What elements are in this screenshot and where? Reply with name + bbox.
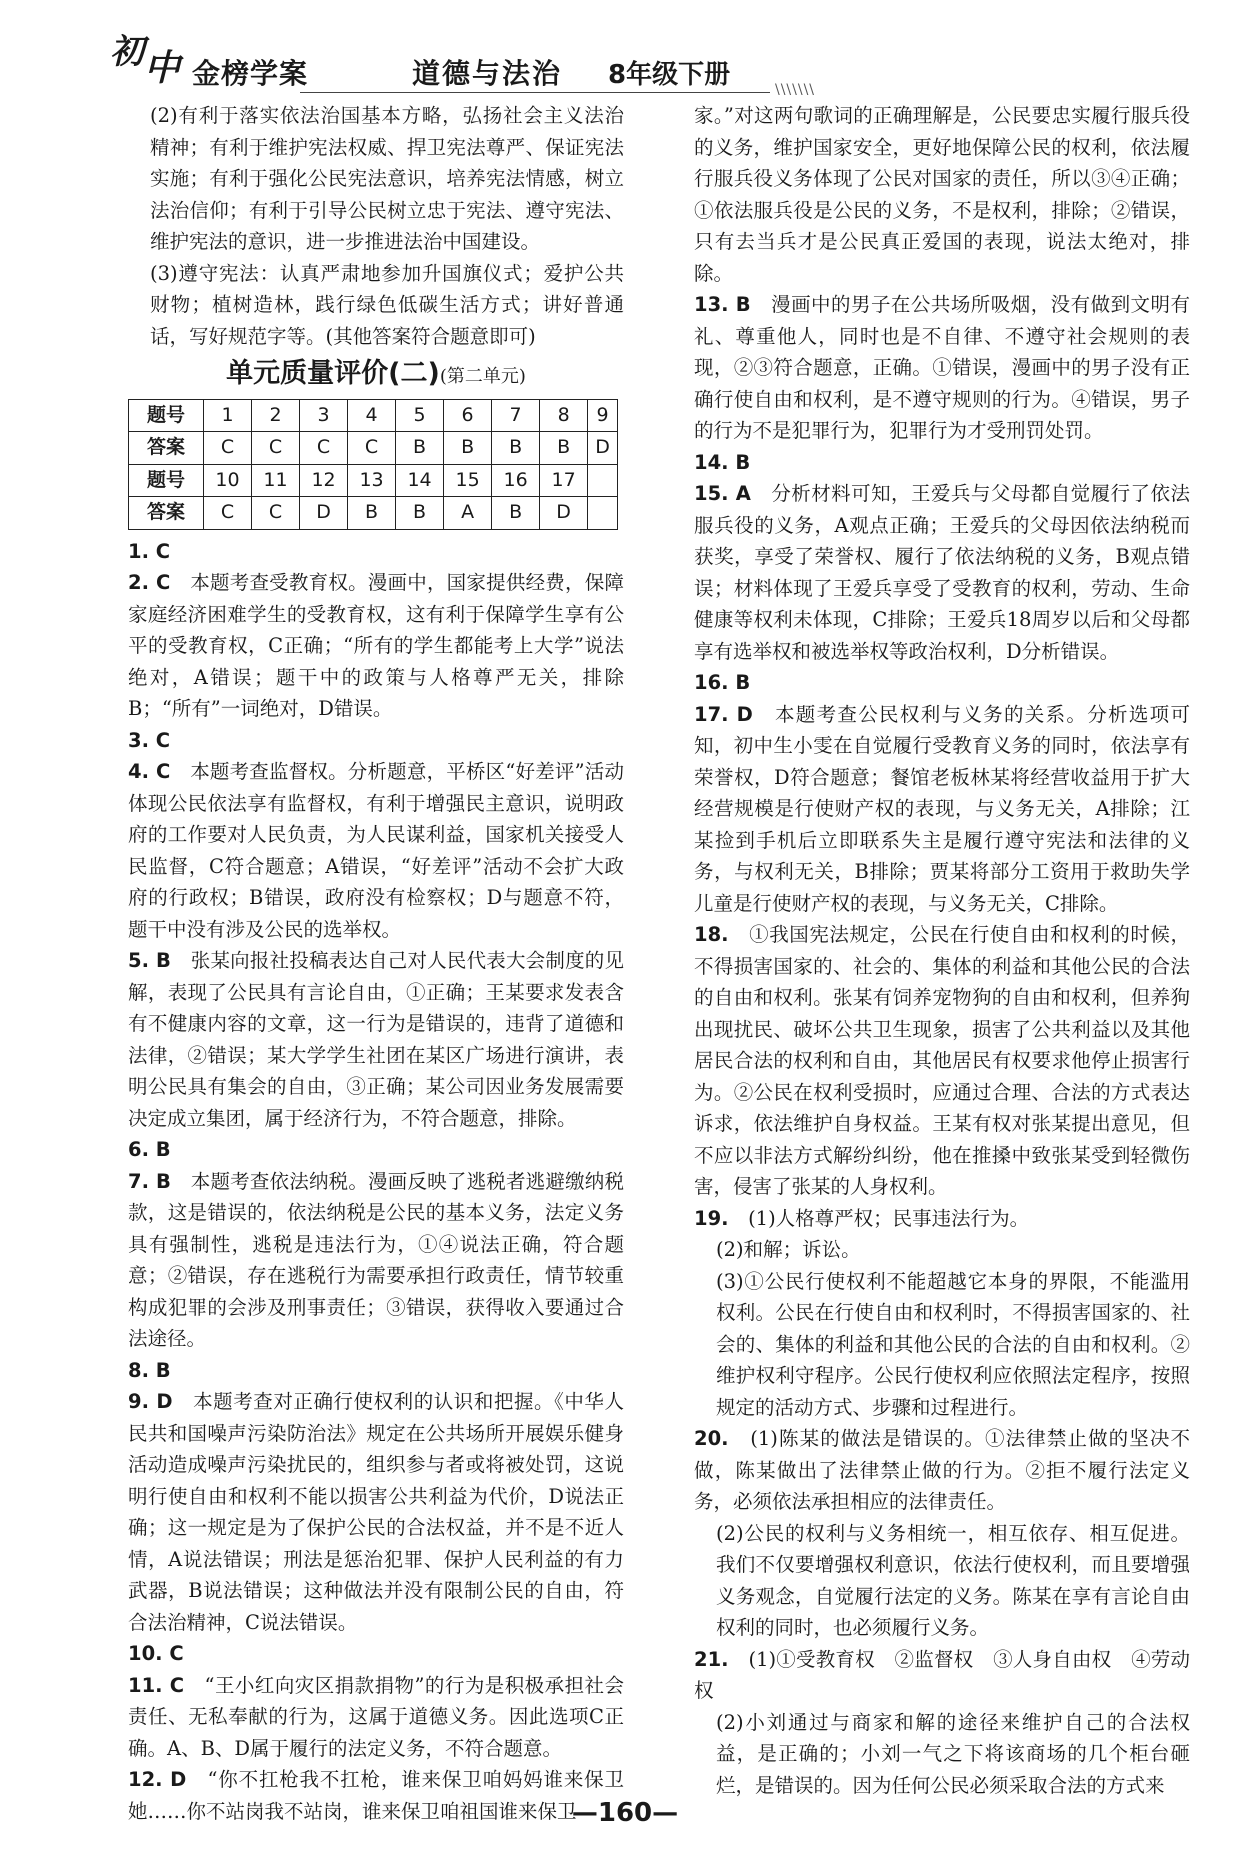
question-number: 21. — [694, 1647, 729, 1671]
table-cell: C — [348, 432, 396, 465]
question-number: 12. D — [128, 1768, 187, 1791]
answer-item — [128, 1355, 624, 1387]
question-number: 5. B — [128, 949, 171, 972]
answer-text: 本题考查受教育权。漫画中，国家提供经费，保障家庭经济困难学生的受教育权，这有利于保障学生享有公平的受教育权，C正确；“所有的学生都能考上大学”说法绝对，A错误；题干中的政策与人格尊严无关，排除B；“所有”一词绝对，D错误。 — [128, 571, 624, 720]
table-cell: B — [348, 497, 396, 530]
question-number: 8. B — [128, 1358, 171, 1382]
answer-item — [128, 1166, 624, 1355]
answer-item — [128, 536, 624, 568]
answer-item — [694, 699, 1190, 920]
table-row — [129, 464, 618, 497]
table-cell: 10 — [204, 464, 252, 497]
table-cell: B — [396, 432, 444, 465]
answer-paragraph: (3)遵守宪法：认真严肃地参加升国旗仪式；爱护公共财物；植树造林，践行绿色低碳生活方式；讲好普通话，写好规范字等。(其他答案符合题意即可) — [150, 261, 624, 348]
header-decoration: \\\\\\\ — [775, 82, 816, 98]
answer-item — [128, 725, 624, 757]
answer-item — [128, 1638, 624, 1670]
answer-text: (3)①公民行使权利不能超越它本身的界限，不能滥用权利。公民在行使自由和权利时，不得损害国家的、社会的、集体的利益和其他公民的合法的自由和权利。②维护权利守程序。公民行使权利应依照法定程序，按照规定的活动方式、步骤和过程进行。 — [716, 1269, 1190, 1419]
left-answer-list — [128, 536, 624, 1828]
answer-text: 漫画中的男子在公共场所吸烟，没有做到文明有礼、尊重他人，同时也是不自律、不遵守社会规则的表现，②③符合题意，正确。①错误，漫画中的男子没有正确行使自由和权利，是不遵守规则的行为。④错误，男子的行为不是犯罪行为，犯罪行为才受刑罚处罚。 — [694, 293, 1190, 442]
page-number: —160— — [571, 1798, 679, 1828]
answer-item — [694, 100, 1190, 289]
table-cell: B — [396, 497, 444, 530]
question-number: 7. B — [128, 1169, 171, 1193]
table-header-cell: 题号 — [129, 464, 204, 497]
table-row — [129, 399, 618, 432]
table-cell: 8 — [540, 399, 588, 432]
table-cell: D — [588, 432, 618, 465]
answer-item — [694, 289, 1190, 447]
answer-text: 家。”对这两句歌词的正确理解是，公民要忠实履行服兵役的义务，维护国家安全，更好地保障公民的权利，依法履行服兵役义务体现了公民对国家的责任，所以③④正确；①依法服兵役是公民的义务，不是权利，排除；②错误，只有去当兵才是公民真正爱国的表现，说法太绝对，排除。 — [694, 104, 1190, 285]
table-cell: C — [204, 432, 252, 465]
table-cell: D — [300, 497, 348, 530]
table-cell: B — [492, 432, 540, 465]
logo-chu: 初 — [110, 32, 144, 72]
table-cell — [588, 497, 618, 530]
answer-text: 张某向报社投稿表达自己对人民代表大会制度的见解，表现了公民具有言论自由，①正确；王某要求发表含有不健康内容的文章，这一行为是错误的，违背了道德和法律，②错误；某大学学生社团在某区广场进行演讲，表明公民具有集会的自由，③正确；某公司因业务发展需要决定成立集团，属于经济行为，不符合题意，排除。 — [128, 949, 624, 1130]
table-cell: 11 — [252, 464, 300, 497]
answer-item — [694, 1203, 1190, 1235]
table-cell: 15 — [444, 464, 492, 497]
table-cell: C — [252, 432, 300, 465]
question-number: 1. C — [128, 539, 171, 563]
answer-item — [694, 1234, 1190, 1266]
answer-item — [694, 478, 1190, 667]
table-cell: 3 — [300, 399, 348, 432]
left-column — [128, 100, 624, 1827]
answer-text: (1)人格尊严权；民事违法行为。 — [748, 1206, 1030, 1230]
table-cell: 17 — [540, 464, 588, 497]
right-column — [694, 100, 1190, 1801]
table-cell: 7 — [492, 399, 540, 432]
book-series-title: 金榜学案 — [192, 57, 309, 90]
answer-text: (2)小刘通过与商家和解的途径来维护自己的合法权益，是正确的；小刘一气之下将该商场的几个柜台砸烂，是错误的。因为任何公民必须采取合法的方式来 — [716, 1710, 1190, 1797]
question-number: 6. B — [128, 1138, 171, 1161]
table-cell: C — [300, 432, 348, 465]
answer-text: (2)公民的权利与义务相统一，相互依存、相互促进。我们不仅要增强权利意识，依法行使权利，而且要增强义务观念，自觉履行法定的义务。陈某在享有言论自由权利的同时，也必须履行义务。 — [716, 1521, 1190, 1639]
answer-text: 本题考查监督权。分析题意，平桥区“好差评”活动体现公民依法享有监督权，有利于增强民主意识，说明政府的工作要对人民负责，为人民谋利益，国家机关接受人民监督，C符合题意；A错误，“好差评”活动不会扩大政府的行政权；B错误，政府没有检察权；D与题意不符，题干中没有涉及公民的选举权。 — [128, 760, 624, 941]
answer-text: “王小红向灾区捐款捐物”的行为是积极承担社会责任、无私奉献的行为，这属于道德义务。因此选项C正确。A、B、D属于履行的法定义务，不符合题意。 — [128, 1673, 624, 1760]
logo-zhong: 中 — [144, 47, 181, 89]
answer-text: “你不扛枪我不扛枪，谁来保卫咱妈妈谁来保卫她……你不站岗我不站岗，谁来保卫咱祖国谁来保卫 — [128, 1768, 624, 1823]
table-cell: 1 — [204, 399, 252, 432]
question-number: 16. B — [694, 671, 751, 694]
table-cell: 12 — [300, 464, 348, 497]
answer-item — [694, 1707, 1190, 1802]
question-number: 14. B — [694, 450, 751, 474]
table-cell: A — [444, 497, 492, 530]
table-cell: D — [540, 497, 588, 530]
table-cell: 16 — [492, 464, 540, 497]
answer-item — [128, 1386, 624, 1638]
table-cell: C — [252, 497, 300, 530]
table-cell: 2 — [252, 399, 300, 432]
subject-title: 道德与法治 — [412, 57, 563, 90]
answer-item — [128, 756, 624, 945]
table-header-cell: 答案 — [129, 432, 204, 465]
answer-item — [694, 1423, 1190, 1518]
question-number: 3. C — [128, 728, 171, 752]
question-number: 9. D — [128, 1390, 173, 1413]
table-cell: B — [492, 497, 540, 530]
table-cell: 9 — [588, 399, 618, 432]
table-row — [129, 497, 618, 530]
table-cell: C — [204, 497, 252, 530]
answer-text: (1)①受教育权 ②监督权 ③人身自由权 ④劳动权 — [694, 1647, 1190, 1702]
question-number: 20. — [694, 1427, 729, 1450]
question-number: 2. C — [128, 571, 171, 594]
question-number: 4. C — [128, 760, 171, 783]
table-cell: 6 — [444, 399, 492, 432]
grade-label: 8年级下册 — [608, 60, 731, 90]
unit-title — [128, 358, 624, 393]
table-cell: 14 — [396, 464, 444, 497]
table-cell: 5 — [396, 399, 444, 432]
answer-item — [694, 1518, 1190, 1644]
answer-item — [694, 919, 1190, 1203]
table-cell: 13 — [348, 464, 396, 497]
answer-item — [694, 1266, 1190, 1424]
table-cell — [588, 464, 618, 497]
answer-item — [694, 1644, 1190, 1707]
answer-item — [694, 447, 1190, 479]
question-number: 11. C — [128, 1673, 185, 1697]
table-cell: B — [540, 432, 588, 465]
answer-item — [128, 945, 624, 1134]
unit-title-main: 单元质量评价(二) — [226, 358, 440, 389]
question-number: 13. B — [694, 293, 751, 316]
answer-item — [694, 667, 1190, 699]
question-number: 18. — [694, 923, 729, 946]
question-number: 17. D — [694, 702, 753, 726]
answer-text: 本题考查公民权利与义务的关系。分析选项可知，初中生小雯在自觉履行受教育义务的同时，依法享有荣誉权，D符合题意；餐馆老板林某将经营收益用于扩大经营规模是行使财产权的表现，与义务无关，A排除；江某捡到手机后立即联系失主是履行遵守宪法和法律的义务，与权利无关，B排除；贾某将部分工资用于救助失学儿童是行使财产权的表现，与义务无关，C排除。 — [694, 702, 1190, 915]
answer-text: 本题考查依法纳税。漫画反映了逃税者逃避缴纳税款，这是错误的，依法纳税是公民的基本义务，法定义务具有强制性，逃税是违法行为，①④说法正确，符合题意；②错误，存在逃税行为需要承担行政责任，情节较重构成犯罪的会涉及刑事责任；③错误，获得收入要通过合法途径。 — [128, 1169, 624, 1350]
header-divider — [300, 92, 770, 93]
answer-text: (1)陈某的做法是错误的。①法律禁止做的坚决不做，陈某做出了法律禁止做的行为。②拒不履行法定义务，必须依法承担相应的法律责任。 — [694, 1427, 1190, 1513]
answer-item — [128, 1670, 624, 1765]
answer-text: 分析材料可知，王爱兵与父母都自觉履行了依法服兵役的义务，A观点正确；王爱兵的父母因依法纳税而获奖，享受了荣誉权、履行了依法纳税的义务，B观点错误；材料体现了王爱兵享受了受教育的权利，劳动、生命健康等权利未体现，C排除；王爱兵18周岁以后和父母都享有选举权和被选举权等政治权利，D分析错误。 — [694, 482, 1190, 663]
question-number: 15. A — [694, 482, 751, 505]
table-header-cell: 答案 — [129, 497, 204, 530]
table-cell: 4 — [348, 399, 396, 432]
question-number: 10. C — [128, 1642, 184, 1665]
table-row — [129, 432, 618, 465]
table-cell: B — [444, 432, 492, 465]
answer-table — [128, 399, 618, 530]
answer-item — [128, 567, 624, 725]
unit-title-sub: (第二单元) — [439, 366, 526, 387]
answer-text: (2)和解；诉讼。 — [716, 1238, 861, 1261]
question-number: 19. — [694, 1206, 729, 1230]
answer-paragraph: (2)有利于落实依法治国基本方略，弘扬社会主义法治精神；有利于维护宪法权威、捍卫宪法尊严、保证宪法实施；有利于强化公民宪法意识，培养宪法情感，树立法治信仰；有利于引导公民树立忠于宪法、遵守宪法、维护宪法的意识，进一步推进法治中国建设。 — [150, 104, 624, 253]
answer-text: ①我国宪法规定，公民在行使自由和权利的时候，不得损害国家的、社会的、集体的利益和其他公民的合法的自由和权利。张某有饲养宠物狗的自由和权利，但养狗出现扰民、破坏公共卫生现象，损害了公共利益以及其他居民合法的权利和自由，其他居民有权要求他停止损害行为。②公民在权利受损时，应通过合理、合法的方式表达诉求，依法维护自身权益。王某有权对张某提出意见，但不应以非法方式解纷纠纷，他在推搡中致张某受到轻微伤害，侵害了张某的人身权利。 — [694, 923, 1190, 1198]
answer-item — [128, 1134, 624, 1166]
answer-text: 本题考查对正确行使权利的认识和把握。《中华人民共和国噪声污染防治法》规定在公共场所开展娱乐健身活动造成噪声污染扰民的，组织参与者或将被处罚，这说明行使自由和权利不能以损害公共利益为代价，D说法正确；这一规定是为了保护公民的合法权益，并不是不近人情，A说法错误；刑法是惩治犯罪、保护人民利益的有力武器，B说法错误；这种做法并没有限制公民的自由，符合法治精神，C说法错误。 — [128, 1390, 624, 1634]
right-answer-list — [694, 100, 1190, 1801]
table-header-cell: 题号 — [129, 399, 204, 432]
page-header — [110, 22, 1150, 98]
